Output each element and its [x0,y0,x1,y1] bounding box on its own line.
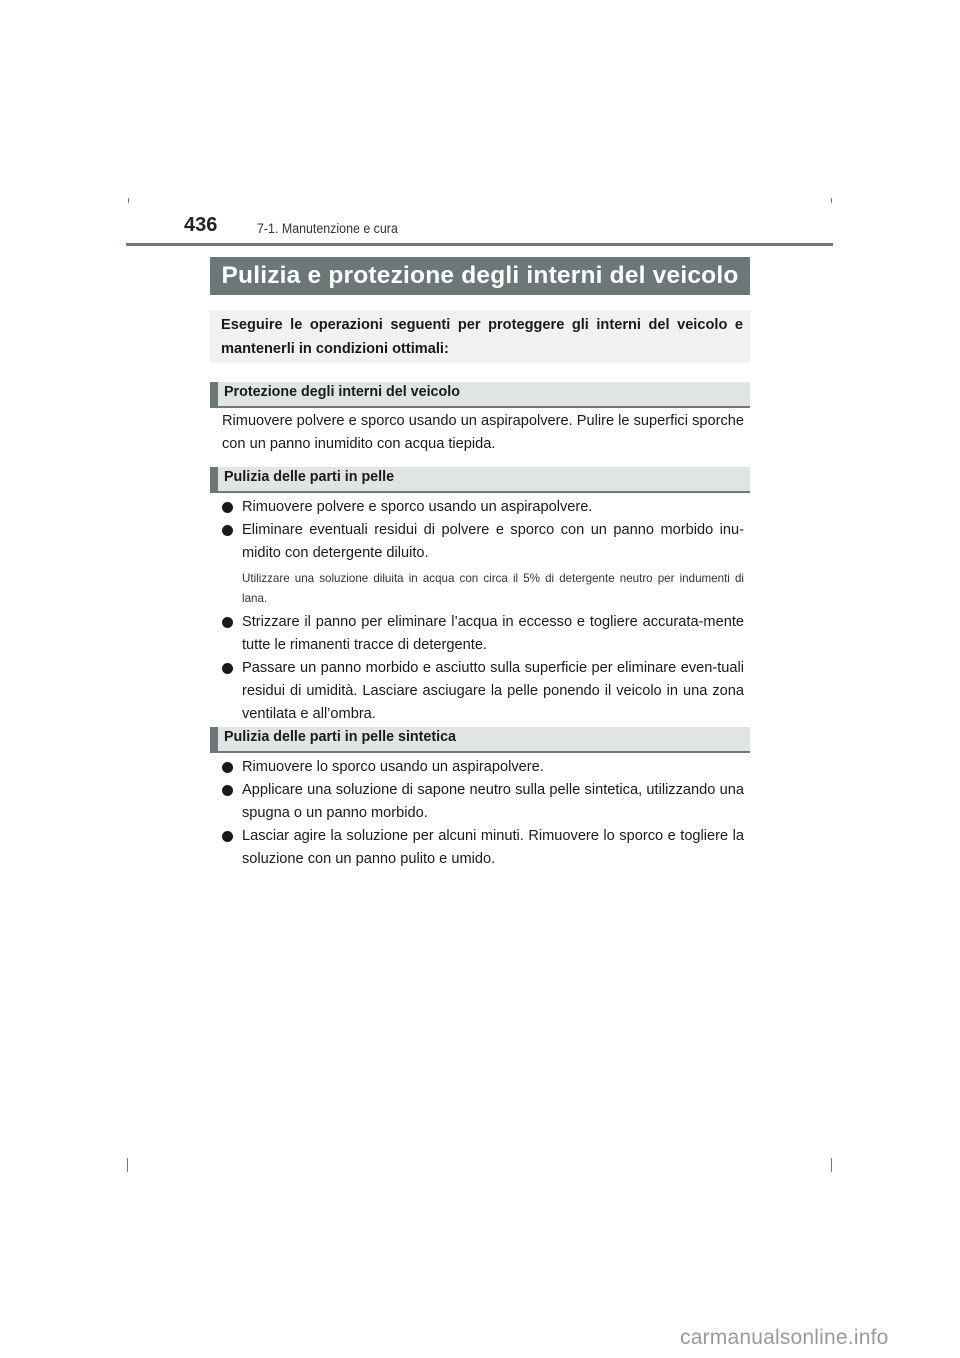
list-item [222,825,744,871]
bullet-icon [222,502,233,513]
heading-stripe [210,382,218,408]
bullet-icon [222,831,233,842]
list-item [222,779,744,825]
list-item [222,519,744,565]
section-paragraph: Rimuovere polvere e sporco usando un aspirapolvere. Pulire le superfici sporche con un panno inumidito con acqua tiepida. [222,413,744,452]
bullet-icon [222,762,233,773]
list-item-text: Passare un panno morbido e asciutto sulla superficie per eliminare even-tuali residui di umidità. Lasciare asciugare la pelle ponendo il veicolo in una zona ventilata e all’ombra. [242,660,744,722]
list-item [222,657,744,726]
heading-stripe [210,467,218,493]
page-number: 436 [184,214,218,236]
watermark-link[interactable]: carmanualsonline.info [680,1326,889,1349]
section-heading-synthetic-leather [210,727,750,753]
list-item [222,611,744,657]
bullet-icon [222,617,233,628]
list-item [222,756,744,779]
list-item [222,496,744,519]
section-heading-leather [210,467,750,493]
crop-mark-top-left [128,198,129,203]
bullet-icon [222,785,233,796]
intro-text: Eseguire le operazioni seguenti per proteggere gli interni del veicolo e mantenerli in condizioni ottimali: [221,317,743,357]
page-title: Pulizia e protezione degli interni del veicolo [210,257,750,295]
list-item-text: Rimuovere lo sporco usando un aspirapolvere. [242,759,544,775]
header-rule [126,243,833,246]
section-reference: 7-1. Manutenzione e cura [257,221,398,236]
crop-mark-bottom-right [831,1158,832,1172]
section-heading-label: Protezione degli interni del veicolo [224,384,460,400]
bullet-icon [222,525,233,536]
list-item-text: Applicare una soluzione di sapone neutro sulla pelle sintetica, utilizzando una spugna o un panno morbido. [242,782,744,821]
crop-mark-bottom-left [127,1158,128,1172]
note-text: Utilizzare una soluzione diluita in acqua con circa il 5% di detergente neutro per indumenti di lana. [242,572,744,605]
section-heading-label: Pulizia delle parti in pelle sintetica [224,729,456,745]
list-item-text: Strizzare il panno per eliminare l’acqua in eccesso e togliere accurata-mente tutte le rimanenti tracce di detergente. [242,614,744,653]
crop-mark-top-right [831,198,832,203]
list-item-text: Rimuovere polvere e sporco usando un aspirapolvere. [242,499,593,515]
bullet-icon [222,663,233,674]
section-heading-label: Pulizia delle parti in pelle [224,469,395,485]
list-item-text: Lasciar agire la soluzione per alcuni minuti. Rimuovere lo sporco e togliere la soluzione con un panno pulito e umido. [242,828,744,867]
list-item-text: Eliminare eventuali residui di polvere e sporco con un panno morbido inu-midito con detergente diluito. [242,522,744,561]
section-heading-protection [210,382,750,408]
heading-stripe [210,727,218,753]
